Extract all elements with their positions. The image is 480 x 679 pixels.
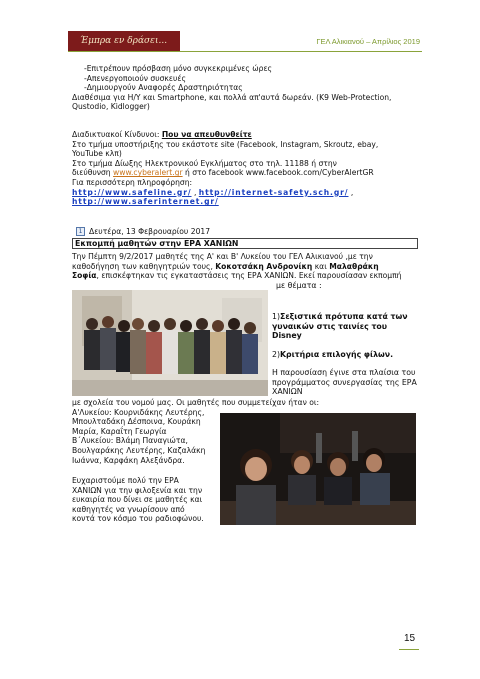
cyberalert-link[interactable]: www.cyberalert.gr bbox=[113, 168, 183, 178]
program-line: Η παρουσίαση έγινε στα πλαίσια του bbox=[272, 368, 416, 377]
more-info-label: Για περισσότερη πληροφόρηση: bbox=[72, 177, 193, 187]
internet-safety-link[interactable]: http://internet-safety.sch.gr/ bbox=[198, 187, 349, 197]
topic-title: Κριτήρια επιλογής φίλων. bbox=[280, 350, 394, 359]
dangers-heading: Που να απευθυνθείτε bbox=[161, 130, 252, 139]
program-line: προγράμματος συνεργασίας της ΕΡΑ bbox=[272, 377, 417, 387]
intro-line-prefix: καθοδήγηση των καθηγητριών τους, bbox=[72, 261, 216, 271]
header-issue: ΓΕΛ Αλικιανού – Απρίλιος 2019 bbox=[316, 37, 420, 46]
student-line: Μαρία, Καραΐτη Γεωργία bbox=[72, 426, 167, 436]
thanks-line: κοντά τον κόσμο του ραδιοφώνου. bbox=[72, 514, 204, 524]
event-title: Εκπομπή μαθητών στην ΕΡΑ ΧΑΝΙΩΝ bbox=[72, 238, 418, 249]
topic-title-line: Disney bbox=[272, 331, 302, 340]
intro-line: Την Πέμπτη 9/2/2017 μαθητές της Α' και Β' Λυκείου του ΓΕΛ Αλικιανού ,με την bbox=[72, 252, 373, 261]
event-number-badge: 1 bbox=[76, 227, 85, 236]
radio-studio-photo bbox=[220, 413, 416, 525]
thanks-line: Ευχαριστούμε πολύ την ΕΡΑ bbox=[72, 476, 179, 485]
header-banner-text: Έμπρα εν δράσει... bbox=[80, 36, 168, 46]
parental-control-features bbox=[72, 64, 391, 112]
program-note bbox=[272, 368, 417, 397]
teacher-name: Κοκοτσάκη Ανδρονίκη bbox=[215, 261, 313, 271]
list-item: -Επιτρέπουν πρόσβαση μόνο συγκεκριμένες ώρες bbox=[84, 64, 273, 73]
topic-title-line: Σεξιστικά πρότυπα κατά των bbox=[280, 312, 408, 321]
header-banner bbox=[68, 31, 180, 51]
list-item: -Δημιουργούν Αναφορές Δραστηριότητας bbox=[84, 83, 243, 93]
thanks-line: ΧΑΝΙΩΝ για την φιλοξενία και την bbox=[72, 485, 203, 495]
event-date: Δευτέρα, 13 Φεβρουαρίου 2017 bbox=[89, 227, 211, 236]
topic-2 bbox=[272, 350, 393, 360]
students-group-photo bbox=[72, 290, 268, 396]
saferinternet-link[interactable]: http://www.saferinternet.gr/ bbox=[72, 197, 219, 207]
dangers-line: Στο τμήμα Δίωξης Ηλεκτρονικού Εγκλήματος στο τηλ. 11188 ή στην bbox=[72, 158, 337, 168]
list-item: -Απενεργοποιούν συσκευές bbox=[84, 73, 186, 83]
thanks-line: καθηγητές να γνωρίσουν από bbox=[72, 504, 185, 514]
intro-line-rest: , επισκέφτηκαν τις εγκαταστάσεις της ΕΡΑ ΧΑΝΙΩΝ. Εκεί παρουσίασαν εκπομπή bbox=[96, 271, 402, 281]
page-number: 15 bbox=[404, 633, 416, 644]
topic-title-line: γυναικών στις ταινίες του bbox=[272, 321, 388, 331]
page-number-underline bbox=[399, 649, 419, 650]
students-group-image bbox=[72, 290, 268, 396]
teacher-name: Μαλαθράκη bbox=[329, 261, 379, 271]
schools-line: με σχολεία του νομού μας. Οι μαθητές που συμμετείχαν ήταν οι: bbox=[72, 398, 320, 407]
availability-line: Διαθέσιμα για Η/Υ και Smartphone, και πολλά απ'αυτά δωρεάν. (K9 Web-Protection, bbox=[72, 92, 392, 102]
dangers-line: YouTube κλπ) bbox=[72, 149, 122, 159]
topic-number: 1) bbox=[272, 312, 281, 321]
topics-label: με θέματα : bbox=[276, 281, 322, 290]
safeline-link[interactable]: http://www.safeline.gr/ bbox=[72, 187, 192, 197]
event-intro bbox=[72, 252, 402, 281]
teacher-name: Σοφία bbox=[72, 271, 97, 281]
dangers-label: Διαδικτυακοί Κίνδυνοι: bbox=[72, 130, 162, 139]
address-suffix: ή στο facebook www.facebook.com/CyberAlertGR bbox=[182, 168, 374, 178]
link-separator: , bbox=[348, 187, 354, 197]
dangers-section bbox=[72, 130, 378, 207]
address-prefix: διεύθυνση bbox=[72, 168, 114, 178]
student-line: Β΄Λυκείου: Βλάμη Παναγιώτα, bbox=[72, 436, 188, 446]
student-line: Μπουλταδάκη Δέσποινα, Κουράκη bbox=[72, 417, 201, 427]
availability-line: Qustodio, Kidlogger) bbox=[72, 102, 150, 112]
student-line: Ιωάννα, Καρφάκη Αλεξάνδρα. bbox=[72, 455, 185, 465]
topic-number: 2) bbox=[272, 350, 281, 359]
thanks-line: ευκαιρία που δίνει σε μαθητές και bbox=[72, 495, 203, 505]
event-date-line bbox=[76, 227, 210, 236]
radio-studio-image bbox=[220, 413, 416, 525]
header-divider bbox=[68, 51, 422, 52]
and-word: και bbox=[312, 261, 330, 271]
dangers-line: Στο τμήμα υποστήριξης του εκάστοτε site (Facebook, Instagram, Skroutz, ebay, bbox=[72, 139, 379, 149]
link-separator: , bbox=[191, 187, 199, 197]
topic-1 bbox=[272, 312, 408, 341]
student-line: Α'Λυκείου: Κουρνιδάκης Λευτέρης, bbox=[72, 407, 205, 417]
student-line: Βουλγαράκης Λευτέρης, Καζαλάκη bbox=[72, 445, 206, 455]
program-line: ΧΑΝΙΩΝ bbox=[272, 387, 303, 396]
thanks-section bbox=[72, 476, 204, 524]
